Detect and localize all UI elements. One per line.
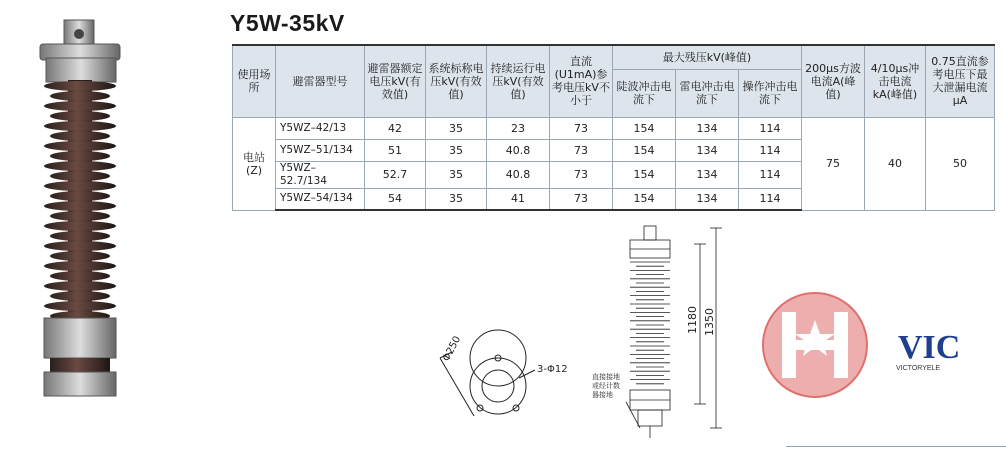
shed-disc	[44, 141, 116, 151]
header-switching: 操作冲击电流下	[739, 69, 802, 117]
shed-disc	[50, 111, 110, 121]
dimension-lines	[694, 228, 722, 428]
steep-cell: 154	[613, 161, 676, 188]
dc-cell: 73	[550, 188, 613, 210]
shed-disc	[44, 201, 116, 211]
shed-disc	[44, 101, 116, 111]
divider-line	[786, 446, 1006, 447]
header-usage: 使用场所	[233, 45, 276, 117]
dim-1180-label: 1180	[686, 306, 699, 334]
dim-1350-label: 1350	[703, 308, 716, 336]
shed-disc	[50, 171, 110, 181]
ground-note-line-3: 器接地	[592, 391, 613, 399]
base-diameter-label: Φ250	[440, 334, 464, 364]
logo-brand: VIC	[898, 329, 961, 366]
steep-cell: 154	[613, 139, 676, 161]
system-cell: 35	[426, 117, 487, 139]
dc-cell: 73	[550, 117, 613, 139]
steep-cell: 154	[613, 117, 676, 139]
rated-cell: 54	[365, 188, 426, 210]
shed-disc	[50, 231, 110, 241]
continuous-cell: 40.8	[487, 161, 550, 188]
model-cell: Y5WZ–52.7/134	[276, 161, 365, 188]
shed-disc	[44, 181, 116, 191]
steep-cell: 154	[613, 188, 676, 210]
rated-cell: 51	[365, 139, 426, 161]
system-cell: 35	[426, 139, 487, 161]
shed-disc	[44, 241, 116, 251]
lightning-cell: 134	[676, 161, 739, 188]
company-logo	[760, 290, 990, 400]
model-cell: Y5WZ–51/134	[276, 139, 365, 161]
impulse-cell: 40	[865, 117, 926, 210]
shed-disc	[44, 221, 116, 231]
switching-cell: 114	[739, 139, 802, 161]
dc-cell: 73	[550, 161, 613, 188]
header-lightning: 雷电冲击电流下	[676, 69, 739, 117]
header-dc-reference: 直流(U1mA)参考电压kV不小于	[550, 45, 613, 117]
shed-disc	[44, 161, 116, 171]
continuous-cell: 23	[487, 117, 550, 139]
model-cell: Y5WZ–42/13	[276, 117, 365, 139]
shed-disc	[50, 271, 110, 281]
header-steep-wave: 陡波冲击电流下	[613, 69, 676, 117]
ground-note-line-1: 直接接地	[592, 373, 620, 381]
shed-disc	[44, 261, 116, 271]
shed-disc	[50, 251, 110, 261]
shed-disc	[44, 121, 116, 131]
shed-disc	[44, 301, 116, 311]
shed-disc	[44, 81, 116, 91]
shed-disc	[50, 91, 110, 101]
ground-note-line-2: 或经计数	[592, 382, 620, 390]
header-square-wave: 200μs方波电流A(峰值)	[802, 45, 865, 117]
leakage-cell: 50	[926, 117, 995, 210]
header-impulse: 4/10μs冲击电流kA(峰值)	[865, 45, 926, 117]
shed-disc	[50, 131, 110, 141]
logo-subtext: VICTORYELE	[896, 365, 941, 372]
arrester-photo	[0, 0, 175, 451]
header-rated-voltage: 避雷器额定电压kV(有效值)	[365, 45, 426, 117]
header-residual-group: 最大残压kV(峰值)	[613, 45, 802, 69]
base-plate-drawing	[440, 330, 535, 416]
shed-disc	[50, 151, 110, 161]
arrester-side-drawing	[626, 226, 670, 438]
shed-disc	[44, 281, 116, 291]
lightning-cell: 134	[676, 117, 739, 139]
square-wave-cell: 75	[802, 117, 865, 210]
shed-disc	[50, 291, 110, 301]
product-title: Y5W-35kV	[230, 10, 345, 36]
dc-cell: 73	[550, 139, 613, 161]
rated-cell: 52.7	[365, 161, 426, 188]
continuous-cell: 40.8	[487, 139, 550, 161]
model-cell: Y5WZ–54/134	[276, 188, 365, 210]
shed-disc	[50, 211, 110, 221]
header-system-voltage: 系统标称电压kV(有效值)	[426, 45, 487, 117]
lightning-cell: 134	[676, 139, 739, 161]
usage-cell: 电站(Z)	[233, 117, 276, 210]
rated-cell: 42	[365, 117, 426, 139]
table-row	[233, 117, 995, 139]
system-cell: 35	[426, 188, 487, 210]
shed-disc	[50, 191, 110, 201]
switching-cell: 114	[739, 188, 802, 210]
continuous-cell: 41	[487, 188, 550, 210]
header-leakage: 0.75直流参考电压下最大泄漏电流μA	[926, 45, 995, 117]
system-cell: 35	[426, 161, 487, 188]
spec-table	[232, 44, 995, 211]
header-continuous-voltage: 持续运行电压kV(有效值)	[487, 45, 550, 117]
switching-cell: 114	[739, 117, 802, 139]
lightning-cell: 134	[676, 188, 739, 210]
header-model: 避雷器型号	[276, 45, 365, 117]
holes-label: 3-Φ12	[537, 364, 568, 375]
switching-cell: 114	[739, 161, 802, 188]
